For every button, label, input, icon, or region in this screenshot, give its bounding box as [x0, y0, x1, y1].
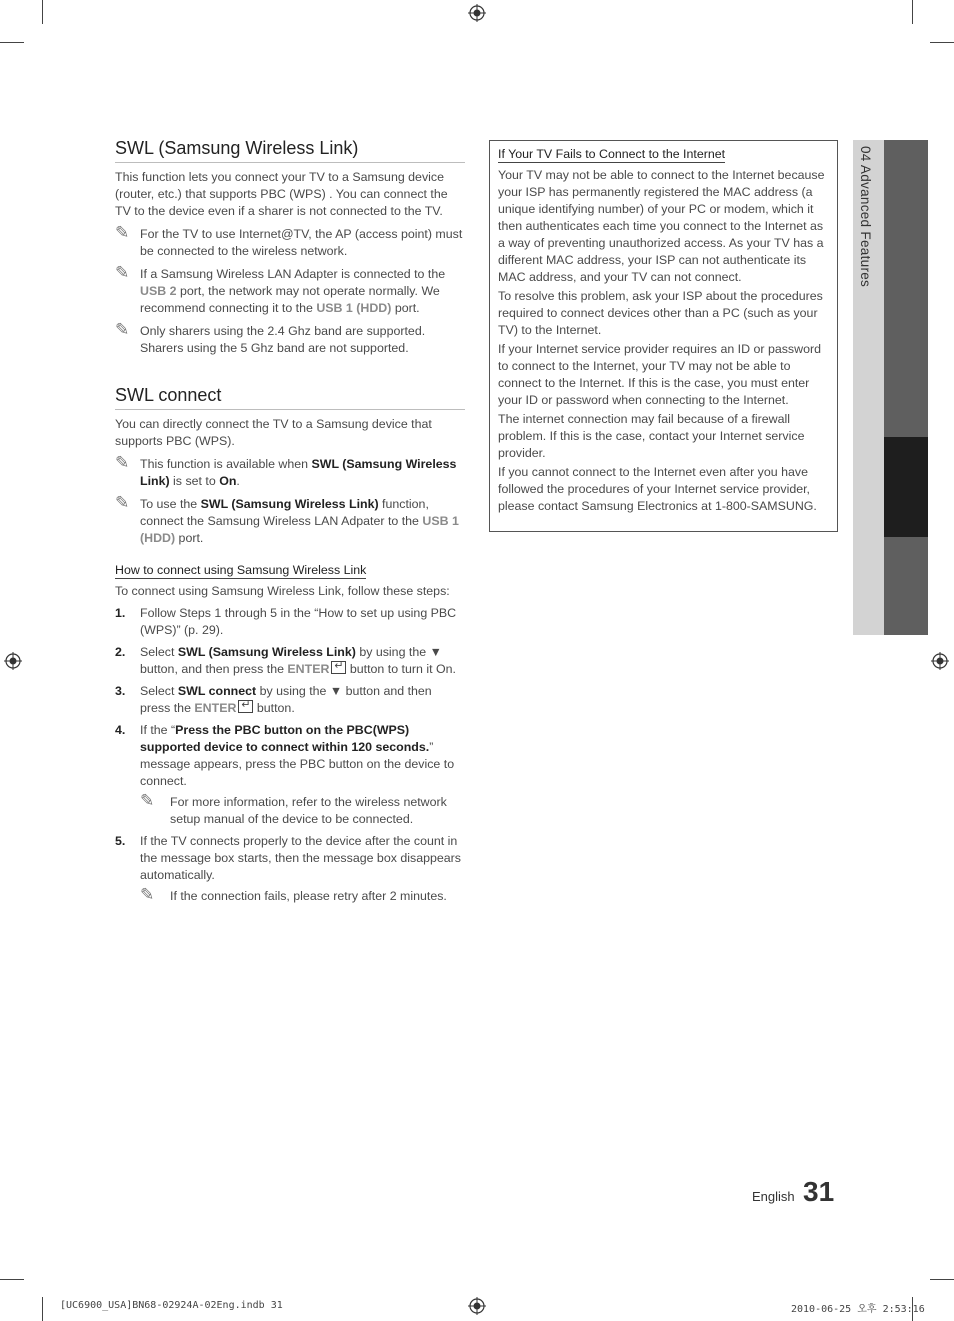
pencil-note-icon: ✎ [115, 263, 130, 282]
page-number: 31 [803, 1176, 835, 1207]
crop-mark [912, 0, 913, 24]
note-item: ✎ If the connection fails, please retry after 2 minutes. [140, 885, 447, 904]
troubleshoot-box [489, 140, 838, 532]
note-item: ✎ If a Samsung Wireless LAN Adapter is connected to the USB 2 port, the network may not operate normally. We recommend connecting it to the USB 1 (HDD) port. [115, 263, 446, 315]
list-item: 4. If the “Press the PBC button on the PBC(WPS) supported device to connect within 120 seconds.” message appears, press the PBC button on the device to connect. [115, 723, 455, 788]
box-paragraph: If your Internet service provider requires an ID or password to connect to the Internet, your TV may not be able to connect to the Internet. If this is the case, you must enter your ID or password when connecting to the Internet. [498, 342, 821, 407]
pencil-note-icon: ✎ [115, 320, 130, 339]
pencil-note-icon: ✎ [115, 453, 130, 472]
howto-title: How to connect using Samsung Wireless Link [115, 563, 367, 577]
crop-mark [42, 0, 43, 24]
chapter-tab-dark [884, 537, 928, 635]
swl-intro: This function lets you connect your TV to a Samsung device (router, etc.) that supports PBC (WPS) . You can connect the TV to the device even if a sharer is not connected to the TV. [115, 170, 448, 218]
chapter-label: 04 Advanced Features [858, 146, 873, 288]
box-paragraph: Your TV may not be able to connect to the Internet because your ISP has permanently registered the MAC address (a unique identifying number) of your PC or modem, which it then authenticates each time you connect to the Internet as a way of preventing unauthorized access. As your TV has a different MAC address, your ISP can not authenticate its MAC address, and your TV can not connect. [498, 168, 825, 284]
enter-key-icon [238, 700, 253, 713]
chapter-tab-dark [884, 140, 928, 437]
crop-mark [0, 1279, 24, 1280]
chapter-tab-active [884, 437, 928, 537]
note-item: ✎ For more information, refer to the wireless network setup manual of the device to be connected. [140, 791, 447, 826]
registration-mark-icon [468, 4, 486, 22]
note-item: ✎ This function is available when SWL (Samsung Wireless Link) is set to On. [115, 453, 457, 488]
crop-mark [930, 42, 954, 43]
crop-mark [0, 42, 24, 43]
crop-mark [930, 1279, 954, 1280]
pencil-note-icon: ✎ [140, 885, 155, 904]
box-paragraph: If you cannot connect to the Internet even after you have followed the procedures of your Internet service provider, please contact Samsung Electronics at 1-800-SAMSUNG. [498, 465, 817, 513]
note-item: ✎ To use the SWL (Samsung Wireless Link) function, connect the Samsung Wireless LAN Adpater to the USB 1 (HDD) port. [115, 493, 459, 545]
box-paragraph: The internet connection may fail because of a firewall problem. If this is the case, contact your Internet service provider. [498, 412, 805, 460]
howto-intro: To connect using Samsung Wireless Link, follow these steps: [115, 584, 450, 598]
section-title-swl-connect: SWL connect [115, 385, 465, 410]
registration-mark-icon [4, 652, 22, 670]
pencil-note-icon: ✎ [140, 791, 155, 810]
registration-mark-icon [468, 1297, 486, 1315]
registration-mark-icon [931, 652, 949, 670]
crop-mark [42, 1297, 43, 1321]
box-title: If Your TV Fails to Connect to the Internet [498, 147, 726, 161]
note-item: ✎ For the TV to use Internet@TV, the AP (access point) must be connected to the wireless network. [115, 223, 463, 258]
note-item: ✎ Only sharers using the 2.4 Ghz band are supported. Sharers using the 5 Ghz band are not supported. [115, 320, 426, 355]
enter-key-icon [331, 661, 346, 674]
list-item: 5. If the TV connects properly to the device after the count in the message box starts, then the message box disappears automatically. [115, 834, 461, 882]
left-column [115, 138, 465, 905]
footer-timestamp: 2010-06-25 오후 2:53:16 [791, 1304, 925, 1315]
section-title-swl: SWL (Samsung Wireless Link) [115, 138, 465, 163]
footer-file: [UC6900_USA]BN68-02924A-02Eng.indb 31 [60, 1300, 283, 1311]
pencil-note-icon: ✎ [115, 493, 130, 512]
list-item: 3. Select SWL connect by using the ▼ button and then press the ENTER↵ button. [115, 683, 465, 717]
list-item: 2. Select SWL (Samsung Wireless Link) by using the ▼ button, and then press the ENTER↵ button to turn it On. [115, 644, 465, 678]
pencil-note-icon: ✎ [115, 223, 130, 242]
swl-connect-intro: You can directly connect the TV to a Samsung device that supports PBC (WPS). [115, 417, 432, 448]
footer-language: English [752, 1189, 795, 1204]
list-item: 1. Follow Steps 1 through 5 in the “How to set up using PBC (WPS)” (p. 29). [115, 606, 457, 637]
box-paragraph: To resolve this problem, ask your ISP about the procedures required to connect devices other than a PC (such as your TV) to the Internet. [498, 289, 823, 337]
